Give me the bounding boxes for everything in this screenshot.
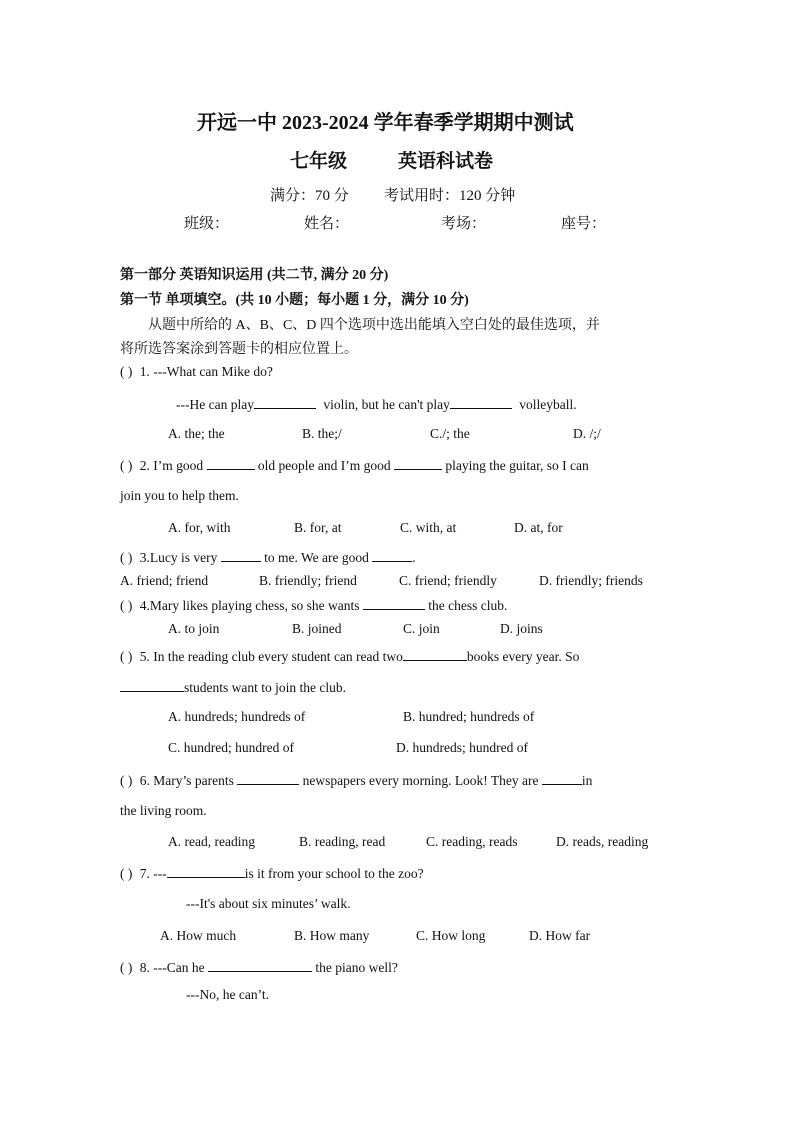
question-text: is it from your school to the zoo? — [244, 866, 424, 881]
option-c: C. friend; friendly — [399, 573, 497, 588]
option-c: C. How long — [416, 928, 486, 943]
question-text: 6. Mary’s parents — [139, 773, 234, 788]
question-text: 1. ---What can Mike do? — [139, 364, 273, 379]
grade-label: 七年级 — [290, 151, 348, 172]
question-text: students want to join the club. — [184, 680, 346, 695]
option-c: C. join — [403, 621, 440, 636]
answer-blank — [237, 772, 299, 785]
option-d: D. /;/ — [573, 426, 601, 441]
class-field-label: 班级： — [184, 216, 230, 232]
answer-blank — [221, 549, 261, 562]
option-d: D. hundreds; hundred of — [396, 740, 528, 755]
answer-paren: ( ) — [120, 960, 133, 975]
question-text: volleyball. — [519, 397, 577, 412]
option-a: A. friend; friend — [120, 573, 209, 588]
option-a: A. read, reading — [168, 834, 255, 849]
option-c: C./; the — [430, 426, 470, 441]
answer-paren: ( ) — [120, 866, 133, 881]
option-c: C. hundred; hundred of — [168, 740, 294, 755]
exam-title: 开远一中 2023-2024 学年春季学期期中测试 — [197, 112, 574, 134]
full-score: 满分：70 分 — [270, 188, 349, 204]
answer-blank — [542, 772, 582, 785]
part-heading: 第一部分 英语知识运用 (共二节, 满分 20 分) — [120, 268, 389, 283]
question-text: violin, but he can't play — [323, 397, 450, 412]
question-7-line-2: ---It's about six minutes’ walk. — [186, 896, 351, 911]
answer-blank — [167, 865, 245, 878]
seat-field-label: 座号： — [561, 216, 607, 232]
question-text: 8. ---Can he — [139, 960, 205, 975]
question-2-line-2: join you to help them. — [120, 488, 239, 503]
option-b: B. How many — [294, 928, 370, 943]
instruction-line-2: 将所选答案涂到答题卡的相应位置上。 — [120, 342, 358, 357]
question-text: newspapers every morning. Look! They are — [302, 773, 539, 788]
exam-time: 考试用时：120 分钟 — [384, 188, 516, 204]
instruction-line-1: 从题中所给的 A、B、C、D 四个选项中选出能填入空白处的最佳选项，并 — [148, 318, 600, 333]
question-4 — [120, 597, 507, 614]
answer-paren: ( ) — [120, 773, 133, 788]
question-8 — [120, 959, 398, 976]
option-b: B. friendly; friend — [259, 573, 357, 588]
answer-blank — [254, 396, 316, 409]
question-text: 7. --- — [139, 866, 167, 881]
answer-paren: ( ) — [120, 364, 133, 379]
answer-blank — [207, 457, 255, 470]
answer-paren: ( ) — [120, 458, 133, 473]
question-6-line-2: the living room. — [120, 803, 207, 818]
question-text: 4.Mary likes playing chess, so she wants — [139, 598, 360, 613]
subject-label: 英语科试卷 — [398, 151, 494, 172]
option-b: B. for, at — [294, 520, 342, 535]
option-d: D. friendly; friends — [539, 573, 643, 588]
answer-blank — [120, 679, 184, 692]
question-text: 2. I’m good — [139, 458, 204, 473]
answer-blank — [403, 648, 467, 661]
option-d: D. reads, reading — [556, 834, 649, 849]
option-b: B. reading, read — [299, 834, 386, 849]
question-8-line-2: ---No, he can’t. — [186, 987, 269, 1002]
question-text: playing the guitar, so I can — [445, 458, 589, 473]
question-text: the piano well? — [315, 960, 398, 975]
question-7 — [120, 865, 424, 882]
option-d: D. at, for — [514, 520, 563, 535]
option-a: A. hundreds; hundreds of — [168, 709, 306, 724]
option-a: A. How much — [160, 928, 237, 943]
option-b: B. the;/ — [302, 426, 342, 441]
answer-paren: ( ) — [120, 550, 133, 565]
question-5 — [120, 648, 579, 665]
option-b: B. joined — [292, 621, 342, 636]
question-5-line-2 — [120, 679, 346, 696]
question-text: ---He can play — [176, 397, 254, 412]
question-text: 5. In the reading club every student can read two — [139, 649, 403, 664]
option-d: D. How far — [529, 928, 591, 943]
question-text: in — [581, 773, 593, 788]
name-field-label: 姓名： — [304, 216, 350, 232]
answer-paren: ( ) — [120, 649, 133, 664]
option-d: D. joins — [500, 621, 543, 636]
question-3 — [120, 549, 416, 566]
answer-paren: ( ) — [120, 598, 133, 613]
option-a: A. the; the — [168, 426, 225, 441]
answer-blank — [363, 597, 425, 610]
question-6 — [120, 772, 592, 789]
question-1 — [120, 364, 273, 380]
question-1-line-2 — [176, 396, 577, 413]
option-b: B. hundred; hundreds of — [403, 709, 535, 724]
option-c: C. reading, reads — [426, 834, 518, 849]
answer-blank — [450, 396, 512, 409]
question-text: old people and I’m good — [257, 458, 391, 473]
question-text: . — [412, 550, 416, 565]
option-a: A. to join — [168, 621, 220, 636]
question-2 — [120, 457, 589, 474]
answer-blank — [208, 959, 312, 972]
question-text: the chess club. — [428, 598, 508, 613]
answer-blank — [372, 549, 412, 562]
option-a: A. for, with — [168, 520, 231, 535]
option-c: C. with, at — [400, 520, 457, 535]
question-text: 3.Lucy is very — [139, 550, 218, 565]
question-text: to me. We are good — [264, 550, 369, 565]
answer-blank — [394, 457, 442, 470]
room-field-label: 考场： — [441, 216, 487, 232]
question-text: books every year. So — [466, 649, 580, 664]
subsection-heading: 第一节 单项填空。(共 10 小题；每小题 1 分，满分 10 分) — [120, 293, 469, 308]
